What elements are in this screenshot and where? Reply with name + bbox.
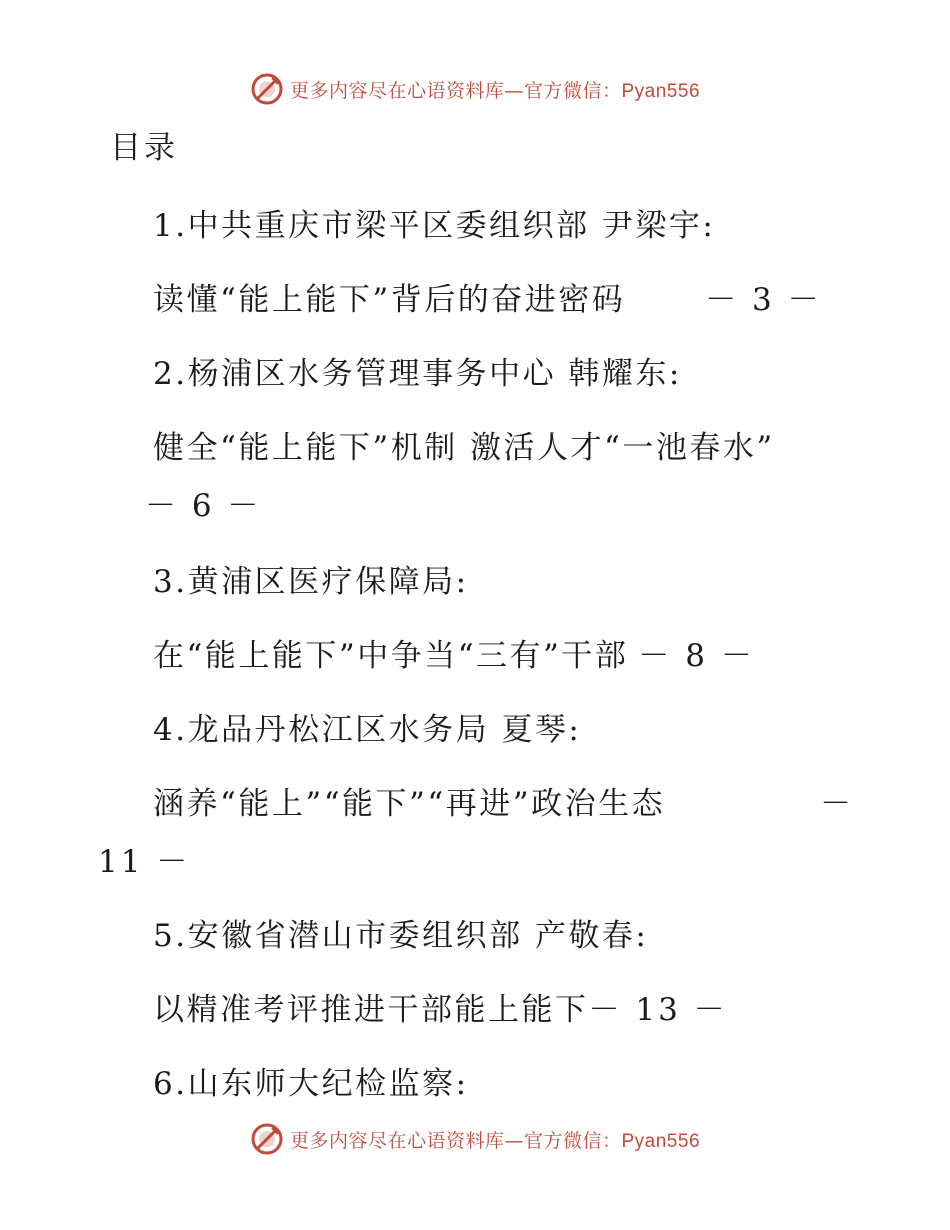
entry-title: 以精准考评推进干部能上能下 — [153, 992, 589, 1028]
toc-entry-2-title[interactable] — [153, 422, 775, 467]
entry-title: 健全“能上能下”机制 激活人才“一池春水” — [153, 430, 775, 466]
toc-entry-4-page-dash — [820, 778, 854, 823]
entry-number: 3. — [153, 564, 188, 600]
entry-page: － 8 － — [638, 638, 755, 674]
toc-entry-1-author[interactable] — [153, 200, 715, 245]
entry-number: 4. — [153, 712, 188, 748]
entry-author: 黄浦区医疗保障局: — [187, 564, 469, 600]
watermark-text — [290, 1126, 700, 1153]
footer-watermark — [0, 1122, 950, 1156]
toc-entry-6-author[interactable] — [153, 1058, 469, 1103]
toc-entry-4-page — [98, 836, 190, 881]
watermark-slogan: 更多内容尽在心语资料库—官方微信： — [289, 79, 622, 102]
toc-title: 目录 — [110, 130, 178, 166]
toc-entry-4-title[interactable] — [153, 778, 665, 823]
entry-author: 山东师大纪检监察: — [187, 1066, 469, 1102]
watermark-slogan: 更多内容尽在心语资料库—官方微信： — [289, 1129, 622, 1152]
entry-number: 1. — [153, 208, 188, 244]
seal-logo-icon — [250, 72, 284, 106]
entry-page: － 13 － — [588, 992, 728, 1028]
toc-entry-2-author[interactable] — [153, 348, 682, 393]
entry-author: 龙品丹松江区水务局 夏琴: — [187, 712, 582, 748]
entry-number: 6. — [153, 1066, 188, 1102]
entry-number: 2. — [153, 356, 188, 392]
watermark-wechat-id: Pyan556 — [621, 80, 701, 102]
watermark-text — [290, 76, 700, 103]
toc-entry-5-title[interactable] — [153, 984, 728, 1029]
entry-page: － 3 － — [705, 282, 822, 318]
header-watermark — [0, 72, 950, 106]
entry-author: 杨浦区水务管理事务中心 韩耀东: — [187, 356, 682, 392]
toc-entry-3-title[interactable] — [153, 630, 755, 675]
entry-title: 读懂“能上能下”背后的奋进密码 — [153, 282, 626, 318]
entry-page: － 6 － — [145, 488, 262, 524]
entry-author: 中共重庆市梁平区委组织部 尹梁宇: — [187, 208, 716, 244]
entry-title: 涵养“能上”“能下”“再进”政治生态 — [153, 786, 666, 822]
toc-entry-3-author[interactable] — [153, 556, 469, 601]
entry-page: 11 － — [98, 844, 191, 880]
toc-entry-2-page — [145, 480, 262, 525]
toc-entry-5-author[interactable] — [153, 910, 648, 955]
entry-author: 安徽省潜山市委组织部 产敬春: — [187, 918, 649, 954]
entry-title: 在“能上能下”中争当“三有”干部 — [153, 638, 629, 674]
watermark-wechat-id: Pyan556 — [621, 1130, 701, 1152]
seal-logo-icon — [250, 1122, 284, 1156]
entry-page-dash: － — [820, 786, 854, 822]
entry-number: 5. — [153, 918, 188, 954]
toc-entry-1-title[interactable] — [153, 274, 822, 319]
toc-entry-4-author[interactable] — [153, 704, 581, 749]
